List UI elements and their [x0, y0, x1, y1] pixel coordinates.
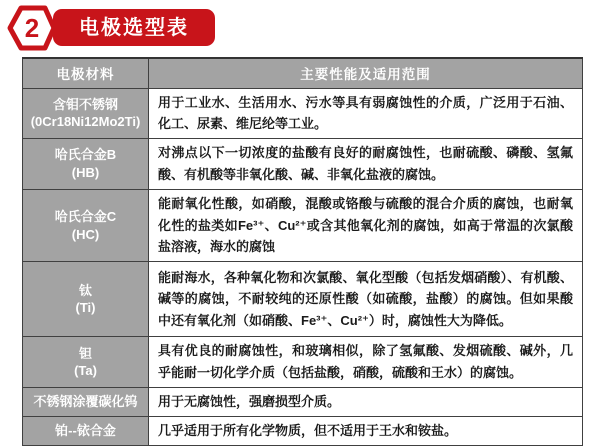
material-description: 对沸点以下一切浓度的盐酸有良好的耐腐蚀性，也耐硫酸、磷酸、氢氟酸、有机酸等非氧化酸、碱、非氧化盐液的腐蚀。 [149, 139, 583, 190]
material-description: 能耐氧化性酸，如硝酸，混酸或铬酸与硫酸的混合介质的腐蚀，也耐氧化性的盐类如Fe³⁺、Cu²⁺或含其他氧化剂的腐蚀，如高于常温的次氯酸盐溶液，海水的腐蚀 [149, 189, 583, 261]
header-performance: 主要性能及适用范围 [149, 58, 583, 88]
material-spec: (0Cr18Ni12Mo2Ti) [30, 114, 141, 130]
material-spec: (Ta) [74, 363, 97, 379]
material-name: 钽 [78, 345, 92, 361]
material-cell [23, 337, 149, 388]
electrode-selection-table [22, 57, 583, 446]
material-description: 能耐海水，各种氧化物和次氯酸、氧化型酸（包括发烟硝酸）、有机酸、碱等的腐蚀，不耐较纯的还原性酸（如硫酸，盐酸）的腐蚀。但如果酸中还有氧化剂（如硝酸、Fe³⁺、Cu²⁺）时，腐蚀性大为降低。 [149, 262, 583, 337]
table-header-row [23, 58, 583, 88]
material-cell [23, 88, 149, 139]
material-name: 哈氏合金C [54, 209, 117, 224]
table-row [23, 88, 583, 139]
section-number-badge [7, 4, 57, 52]
table-row [23, 387, 583, 416]
hexagon-icon [7, 4, 57, 52]
table-row [23, 262, 583, 337]
material-cell [23, 139, 149, 190]
material-cell [23, 262, 149, 337]
material-name: 钛 [78, 282, 92, 298]
material-spec: (HB) [71, 164, 100, 180]
material-name: 铂--铱合金 [55, 422, 116, 438]
table-row [23, 189, 583, 261]
table-row [23, 337, 583, 388]
section-number: 2 [24, 13, 40, 43]
material-description: 几乎适用于所有化学物质，但不适用于王水和铵盐。 [149, 416, 583, 445]
material-name: 不锈钢涂覆碳化钨 [33, 394, 138, 410]
material-name: 含钼不锈钢 [52, 96, 118, 112]
section-title: 电极选型表 [79, 16, 189, 39]
material-cell [23, 189, 149, 261]
material-spec: (Ti) [75, 300, 96, 316]
material-spec: (HC) [71, 226, 100, 242]
table-row [23, 139, 583, 190]
material-cell [23, 387, 149, 416]
material-description: 用于工业水、生活用水、污水等具有弱腐蚀性的介质，广泛用于石油、化工、尿素、维尼纶等工业。 [149, 88, 583, 139]
material-name: 哈氏合金B [54, 147, 117, 163]
material-description: 用于无腐蚀性，强磨损型介质。 [149, 387, 583, 416]
header-material: 电极材料 [23, 58, 149, 88]
section-title-banner [53, 9, 215, 46]
material-description: 具有优良的耐腐蚀性，和玻璃相似，除了氢氟酸、发烟硫酸、碱外，几乎能耐一切化学介质（包括盐酸，硝酸，硫酸和王水）的腐蚀。 [149, 337, 583, 388]
